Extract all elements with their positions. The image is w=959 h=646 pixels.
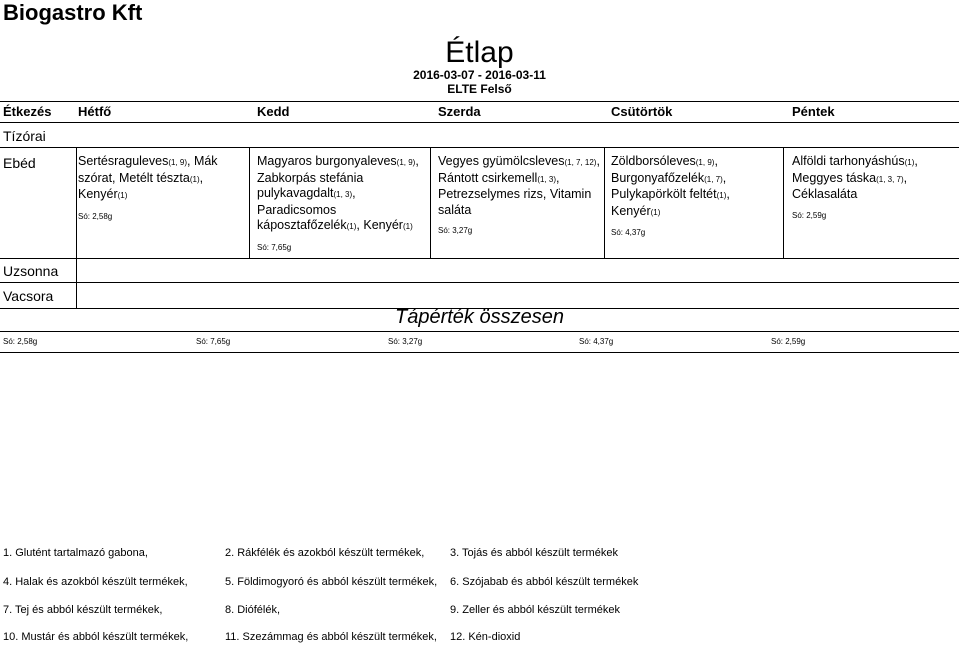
- table-border-header: [0, 122, 959, 123]
- allergen-codes: (1): [117, 191, 128, 200]
- summary-border-bottom: [0, 352, 959, 353]
- legend-item: 10. Mustár és abból készült termékek,: [3, 631, 189, 643]
- table-border-uzsonna: [0, 282, 959, 283]
- dish-text: , Paradicsomos káposztafőzelék: [257, 186, 356, 232]
- dish-text: , Petrezselymes rizs, Vitamin saláta: [438, 170, 592, 217]
- lunch-dishes: [257, 154, 425, 235]
- legend-item: 8. Diófélék,: [225, 604, 281, 616]
- legend-item: 1. Glutént tartalmazó gabona,: [3, 547, 148, 559]
- allergen-codes: (1): [402, 222, 413, 231]
- summary-title: Tápérték összesen: [395, 306, 564, 328]
- dish-text: , Rántott csirkemell: [438, 154, 600, 185]
- location: ELTE Felső: [447, 82, 512, 96]
- column-divider: [430, 147, 431, 258]
- lunch-cell-monday: [78, 154, 243, 222]
- header-monday: Hétfő: [78, 104, 112, 119]
- summary-border-top: [0, 331, 959, 332]
- allergen-codes: (1, 3, 7): [876, 174, 904, 184]
- lunch-cell-thursday: [611, 154, 771, 238]
- summary-salt-thursday: Só: 4,37g: [579, 337, 614, 346]
- legend-item: 4. Halak és azokból készült termékek,: [3, 576, 188, 588]
- allergen-codes: (1, 9): [168, 158, 187, 167]
- salt-value: Só: 2,58g: [78, 211, 113, 221]
- dish-text: , Kenyér: [611, 187, 730, 218]
- row-label-ebed: Ebéd: [3, 155, 36, 171]
- legend-item: 6. Szójabab és abból készült termékek: [450, 576, 639, 588]
- column-divider: [249, 147, 250, 258]
- lunch-dishes: [611, 154, 771, 220]
- dish-text: Alföldi tarhonyáshús: [792, 154, 905, 168]
- legend-item: 2. Rákfélék és azokból készült termékek,: [225, 547, 425, 559]
- dish-text: , Burgonyafőzelék: [611, 154, 718, 185]
- allergen-codes: (1, 3): [333, 190, 353, 199]
- salt-value: Só: 2,59g: [792, 210, 827, 220]
- dish-text: , Mák szórat, Metélt tészta: [78, 154, 218, 185]
- lunch-cell-wednesday: [438, 154, 601, 236]
- legend-item: 5. Földimogyoró és abból készült termékek,: [225, 576, 438, 588]
- column-divider: [604, 147, 605, 258]
- salt-value: Só: 4,37g: [611, 228, 646, 237]
- page-title: Étlap: [445, 36, 514, 69]
- salt-value: Só: 7,65g: [257, 242, 292, 252]
- dish-text: , Céklasaláta: [792, 170, 908, 201]
- summary-salt-tuesday: Só: 7,65g: [196, 337, 231, 346]
- allergen-codes: (1, 9): [695, 158, 715, 167]
- header-meal: Étkezés: [3, 104, 52, 119]
- summary-salt-friday: Só: 2,59g: [771, 337, 806, 346]
- lunch-dishes: [438, 154, 601, 218]
- legend-item: 12. Kén-dioxid: [450, 631, 521, 643]
- legend-item: 9. Zeller és abból készült termékek: [450, 604, 620, 616]
- table-border-ebed: [0, 258, 959, 259]
- allergen-codes: (1): [904, 158, 915, 167]
- allergen-codes: (1): [716, 191, 727, 200]
- salt-value: Só: 3,27g: [438, 226, 473, 235]
- header-friday: Péntek: [792, 104, 835, 119]
- header-tuesday: Kedd: [257, 104, 290, 119]
- dish-text: Sertésraguleves: [78, 154, 169, 168]
- header-wednesday: Szerda: [438, 104, 481, 119]
- lunch-dishes: [792, 154, 942, 203]
- allergen-codes: (1): [346, 222, 357, 231]
- dish-text: , Meggyes táska: [792, 154, 918, 185]
- allergen-codes: (1, 9): [396, 158, 416, 167]
- lunch-cell-friday: [792, 154, 942, 221]
- legend-item: 7. Tej és abból készült termékek,: [3, 604, 163, 616]
- column-divider: [76, 258, 77, 308]
- company-name: Biogastro Kft: [3, 0, 143, 25]
- dish-text: Kenyér: [78, 187, 118, 201]
- legend-item: 3. Tojás és abból készült termékek: [450, 547, 618, 559]
- table-border-tizorai: [0, 147, 959, 148]
- row-label-vacsora: Vacsora: [3, 288, 54, 304]
- lunch-cell-tuesday: [257, 154, 425, 253]
- dish-text: , Kenyér: [356, 218, 403, 232]
- summary-salt-monday: Só: 2,58g: [3, 337, 38, 346]
- header-thursday: Csütörtök: [611, 104, 673, 119]
- allergen-codes: (1, 7, 12): [564, 158, 597, 167]
- row-label-tizorai: Tízórai: [3, 128, 46, 144]
- column-divider: [783, 147, 784, 258]
- lunch-dishes: [78, 154, 243, 204]
- dish-text: ,: [199, 170, 204, 185]
- dish-text: , Zabkorpás stefánia pulykavagdalt: [257, 154, 419, 200]
- allergen-codes: (1): [189, 174, 200, 184]
- dish-text: Magyaros burgonyaleves: [257, 154, 397, 168]
- column-divider: [76, 147, 77, 258]
- legend-item: 11. Szezámmag és abból készült termékek,: [225, 631, 437, 643]
- dish-text: Vegyes gyümölcsleves: [438, 154, 565, 168]
- dish-text: , Pulykapörkölt feltét: [611, 170, 727, 201]
- dish-text: Zöldborsóleves: [611, 154, 696, 168]
- allergen-codes: (1, 7): [704, 174, 723, 184]
- allergen-codes: (1): [650, 207, 661, 217]
- date-range: 2016-03-07 - 2016-03-11: [413, 68, 546, 82]
- summary-salt-wednesday: Só: 3,27g: [388, 337, 423, 346]
- row-label-uzsonna: Uzsonna: [3, 263, 59, 279]
- allergen-codes: (1, 3): [537, 174, 557, 184]
